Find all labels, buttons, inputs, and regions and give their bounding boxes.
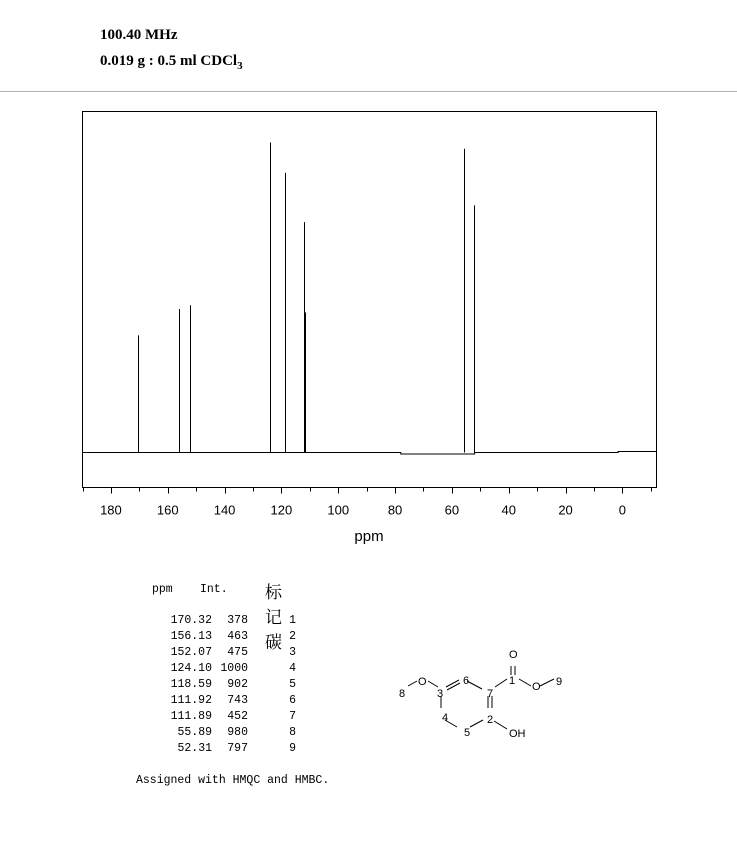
x-tick-label: 20 bbox=[558, 502, 573, 518]
atom-number: 7 bbox=[487, 688, 494, 700]
plot-frame bbox=[83, 112, 657, 488]
peak-ppm-cell: 170.32 bbox=[170, 614, 212, 627]
atom-number: 4 bbox=[442, 712, 449, 724]
atom-number: 6 bbox=[463, 675, 470, 687]
atom-number: 1 bbox=[509, 675, 516, 687]
spectrum-baseline bbox=[83, 452, 657, 455]
peak-atom-cell: 3 bbox=[289, 646, 296, 659]
peak-atom-cell: 5 bbox=[289, 678, 296, 691]
peak-atom-cell: 6 bbox=[289, 694, 296, 707]
atom-number: 8 bbox=[399, 688, 406, 700]
assignment-note: Assigned with HMQC and HMBC. bbox=[136, 774, 330, 787]
structure-atoms bbox=[399, 649, 562, 740]
peak-table-row bbox=[140, 710, 340, 726]
peak-table-row bbox=[140, 630, 340, 646]
sample-label: 0.019 g : 0.5 ml CDCl$_3$ bbox=[100, 53, 243, 72]
structure-bonds bbox=[408, 666, 554, 729]
peak-atom-cell: 7 bbox=[289, 710, 296, 723]
atom-number: 9 bbox=[556, 676, 563, 688]
peak-table-row bbox=[140, 646, 340, 662]
peak-atom-cell: 9 bbox=[289, 742, 296, 755]
peak-atom-cell: 2 bbox=[289, 630, 296, 643]
col-label-header: 标记碳 bbox=[265, 583, 282, 653]
x-tick-label: 0 bbox=[618, 502, 627, 518]
hydroxyl-label: OH bbox=[509, 728, 526, 740]
peak-table-row bbox=[140, 662, 340, 678]
peak-table-row bbox=[140, 614, 340, 630]
x-tick-label: 120 bbox=[270, 502, 293, 518]
x-tick-label: 180 bbox=[100, 502, 122, 518]
x-tick-label: 40 bbox=[501, 502, 516, 518]
oxygen-label: O bbox=[509, 649, 518, 661]
peak-atom-cell: 8 bbox=[289, 726, 296, 739]
x-tick-label: 60 bbox=[444, 502, 460, 518]
x-axis-label: ppm bbox=[354, 528, 384, 545]
col-int-header: Int. bbox=[200, 583, 228, 596]
peak-int-cell: 743 bbox=[227, 694, 248, 707]
peak-ppm-cell: 152.07 bbox=[170, 646, 212, 659]
atom-number: 5 bbox=[464, 727, 471, 739]
peak-table-row bbox=[140, 742, 340, 758]
x-tick-label: 80 bbox=[387, 502, 403, 518]
peak-int-cell: 378 bbox=[227, 614, 248, 627]
peak-int-cell: 475 bbox=[227, 646, 248, 659]
x-tick-label: 100 bbox=[327, 502, 350, 518]
x-tick-label: 160 bbox=[156, 502, 179, 518]
atom-number: 3 bbox=[437, 688, 444, 700]
peak-int-cell: 797 bbox=[227, 742, 248, 755]
peak-ppm-cell: 52.31 bbox=[177, 742, 212, 755]
molecule-structure bbox=[390, 640, 590, 750]
peak-int-cell: 1000 bbox=[220, 662, 248, 675]
peak-atom-cell: 1 bbox=[289, 614, 296, 627]
spectrum-header bbox=[100, 22, 243, 79]
frequency-label: 100.40 MHz bbox=[100, 27, 178, 43]
peak-table-row bbox=[140, 726, 340, 742]
atom-number: 2 bbox=[487, 714, 494, 726]
oxygen-label: O bbox=[532, 681, 541, 693]
x-tick-label: 140 bbox=[213, 502, 236, 518]
peak-ppm-cell: 124.10 bbox=[170, 662, 212, 675]
header-divider bbox=[0, 91, 737, 92]
peak-ppm-cell: 111.92 bbox=[170, 694, 212, 707]
peak-table-rows bbox=[140, 614, 340, 758]
oxygen-label: O bbox=[418, 676, 427, 688]
col-ppm-header: ppm bbox=[152, 583, 173, 596]
peak-table-row bbox=[140, 678, 340, 694]
peak-int-cell: 902 bbox=[227, 678, 248, 691]
peak-int-cell: 452 bbox=[227, 710, 248, 723]
peak-table-row bbox=[140, 694, 340, 710]
peak-ppm-cell: 156.13 bbox=[170, 630, 212, 643]
peak-int-cell: 980 bbox=[227, 726, 248, 739]
peak-int-cell: 463 bbox=[227, 630, 248, 643]
peak-ppm-cell: 111.89 bbox=[170, 710, 212, 723]
peak-ppm-cell: 55.89 bbox=[177, 726, 212, 739]
nmr-spectrum-chart bbox=[0, 100, 737, 560]
peak-ppm-cell: 118.59 bbox=[170, 678, 212, 691]
peak-atom-cell: 4 bbox=[289, 662, 296, 675]
